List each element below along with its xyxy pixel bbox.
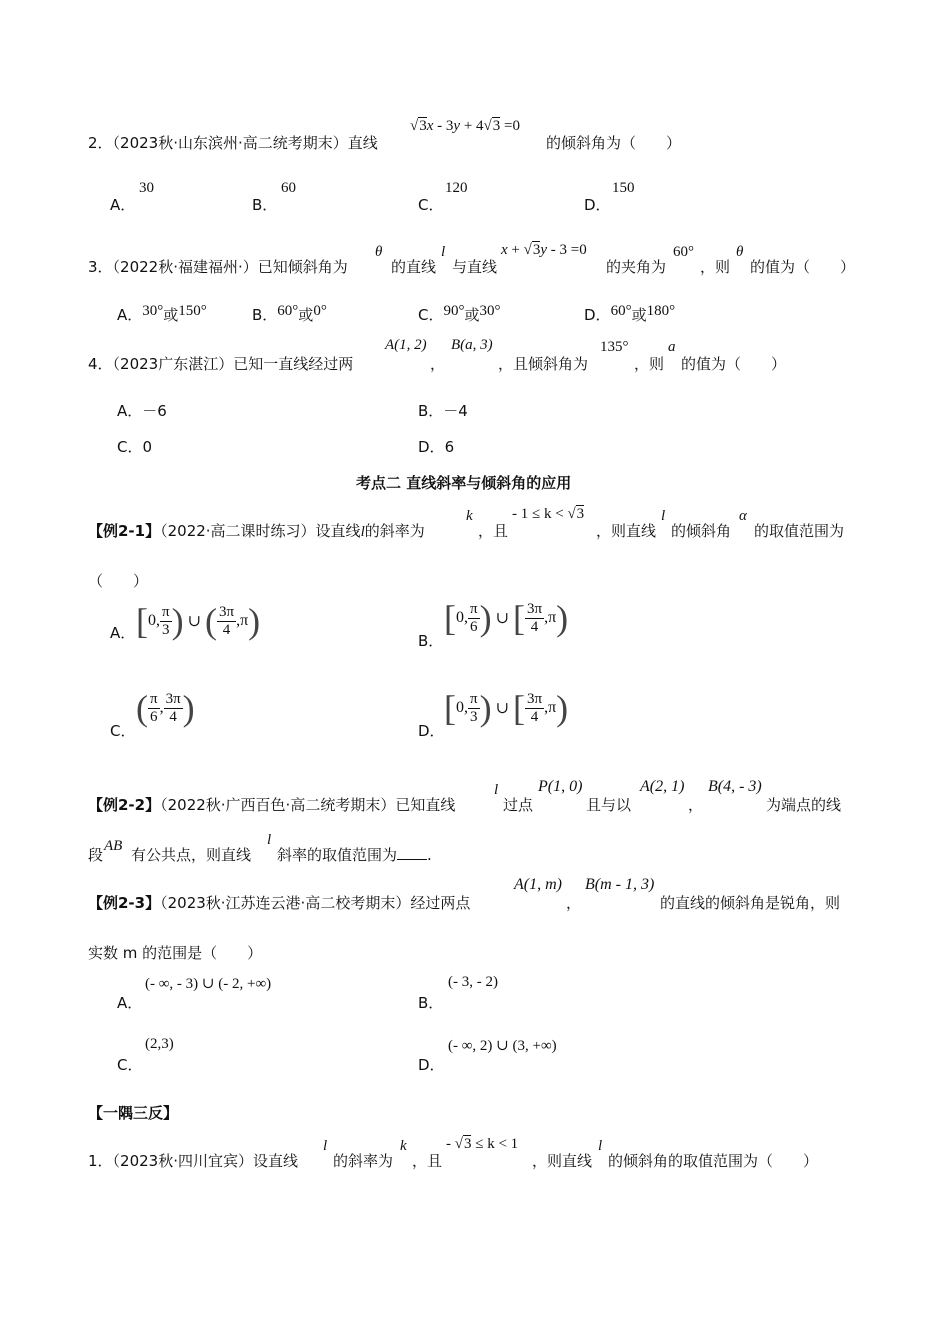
ex23-tail: 的直线的倾斜角是锐角，则	[660, 894, 841, 912]
ex23-option-a-value: (- ∞, - 3) ∪ (- 2, +∞)	[145, 976, 272, 992]
answer-blank[interactable]	[397, 845, 427, 860]
p1-mid3: ，则直线	[532, 1152, 593, 1170]
q2-source: （2023秋·山东滨州·高二统考期末）直线	[112, 134, 378, 152]
q3-mid1: 的直线	[391, 258, 437, 276]
q3-option-a[interactable]: A．30°或150°	[117, 303, 207, 324]
ex21-paren: （ ）	[88, 572, 149, 590]
ex23-option-c[interactable]: C．	[117, 1056, 143, 1074]
q4-option-d[interactable]: D．6	[418, 438, 455, 456]
q4-point-b: B(a, 3)	[451, 337, 493, 353]
q3-mid4: ，则	[700, 258, 731, 276]
q4-option-b[interactable]: B．－4	[418, 402, 468, 420]
ex21-cond: - 1 ≤ k < √3	[512, 506, 585, 522]
ex23-point-b: B(m - 1, 3)	[585, 876, 655, 893]
ex21-option-c[interactable]: C．	[110, 722, 136, 740]
ex23-option-d[interactable]: D．	[418, 1056, 445, 1074]
p1-cond: - √3 ≤ k < 1	[446, 1136, 519, 1152]
q4-tail: 的值为（ ）	[681, 355, 787, 373]
q4-option-a[interactable]: A．－6	[117, 402, 167, 420]
q3-mid2: 与直线	[452, 258, 498, 276]
q2-option-d-value: 150	[612, 180, 635, 196]
p1-l: l	[323, 1138, 328, 1154]
ex22-comma: ，	[688, 796, 704, 814]
ex22-line2c: 斜率的取值范围为 .	[277, 846, 432, 864]
ex22-line: 【例2-2】（2022秋·广西百色·高二统考期末）已知直线	[88, 796, 456, 814]
q2-number: 2．	[88, 134, 113, 152]
q3-angle: 60°	[673, 244, 694, 260]
practice-title: 【一隅三反】	[88, 1104, 179, 1122]
p1-l2: l	[598, 1138, 603, 1154]
p1-tail: 的倾斜角的取值范围为（ ）	[608, 1152, 819, 1170]
q3-line: 3．（2022秋·福建福州·）已知倾斜角为	[88, 258, 348, 276]
ex21-alpha: α	[739, 508, 747, 524]
q2-option-c-value: 120	[445, 180, 468, 196]
q3-option-b[interactable]: B．60°或0°	[252, 303, 327, 324]
ex23-option-b[interactable]: B．	[418, 994, 444, 1012]
ex21-option-b[interactable]: B．	[418, 632, 444, 650]
p1-mid2: ，且	[412, 1152, 443, 1170]
ex23-tag: 【例2-3】	[88, 894, 161, 912]
ex21-option-a-value: [0, $\frac{\pi}{3}$ ) ∪ ( $\frac{3\pi}{4}$ ,π)	[136, 601, 261, 641]
ex21-option-b-value: [0, $\frac{\pi}{6}$ ) ∪ [ $\frac{3\pi}{4}$ ,π)	[444, 598, 569, 638]
ex23-point-a: A(1, m)	[514, 876, 562, 893]
ex23-option-d-value: (- ∞, 2) ∪ (3, +∞)	[448, 1038, 557, 1054]
q2-option-b[interactable]: B．	[252, 196, 278, 214]
q2-option-a[interactable]: A．	[110, 196, 136, 214]
ex22-ab: AB	[104, 838, 123, 854]
ex21-line: 【例2-1】（2022·高二课时练习）设直线l的斜率为	[88, 522, 425, 540]
q2-option-b-value: 60	[281, 180, 296, 196]
q4-mid2: ，则	[634, 355, 665, 373]
q3-tail: 的值为（ ）	[750, 258, 856, 276]
ex22-line2b: 有公共点，则直线	[131, 846, 252, 864]
q2-equation: √3x - 3y + 4√3 =0	[410, 118, 520, 134]
q2-option-a-value: 30	[139, 180, 154, 196]
q4-a: a	[668, 339, 676, 355]
ex21-l2: l	[661, 508, 666, 524]
q3-mid3: 的夹角为	[606, 258, 667, 276]
ex21-tail: 的取值范围为	[754, 522, 845, 540]
ex22-tail: 为端点的线	[766, 796, 842, 814]
q4-option-c[interactable]: C．0	[117, 438, 153, 456]
q3-l: l	[441, 244, 446, 260]
p1-mid1: 的斜率为	[333, 1152, 394, 1170]
ex23-line2: 实数 m 的范围是（ ）	[88, 944, 263, 962]
ex22-mid2: 且与以	[586, 796, 632, 814]
q4-line: 4．（2023广东湛江）已知一直线经过两	[88, 355, 354, 373]
q2-tail: 的倾斜角为（ ）	[546, 134, 682, 152]
q3-theta2: θ	[736, 244, 744, 260]
q3-equation: x + √3y - 3 =0	[501, 242, 587, 258]
q4-comma: ，	[430, 355, 446, 373]
q4-mid: ，且倾斜角为	[498, 355, 589, 373]
p1-k: k	[400, 1138, 407, 1154]
ex21-option-a[interactable]: A．	[110, 624, 136, 642]
q2-option-c[interactable]: C．	[418, 196, 444, 214]
ex23-option-b-value: (- 3, - 2)	[448, 974, 498, 990]
q4-point-a: A(1, 2)	[385, 337, 427, 353]
ex21-option-c-value: ( $\frac{\pi}{6}$ , $\frac{3\pi}{4}$ )	[136, 688, 195, 728]
ex23-option-c-value: (2,3)	[145, 1036, 174, 1052]
q2-line	[88, 132, 378, 153]
q3-option-d[interactable]: D．60°或180°	[584, 303, 676, 324]
ex23-option-a[interactable]: A．	[117, 994, 143, 1012]
q2-option-d[interactable]: D．	[584, 196, 611, 214]
p1-line: 1．（2023秋·四川宜宾）设直线	[88, 1152, 298, 1170]
ex23-line: 【例2-3】（2023秋·江苏连云港·高二校考期末）经过两点	[88, 894, 471, 912]
ex23-comma: ，	[566, 894, 582, 912]
q4-angle: 135°	[600, 339, 629, 355]
ex21-option-d-value: [0, $\frac{\pi}{3}$ ) ∪ [ $\frac{3\pi}{4}$ ,π)	[444, 688, 569, 728]
ex22-line2: 段	[88, 846, 104, 864]
ex21-tag: 【例2-1】	[88, 522, 161, 540]
q3-theta: θ	[375, 244, 383, 260]
ex22-mid1: 过点	[503, 796, 534, 814]
ex22-point-p: P(1, 0)	[538, 778, 583, 795]
ex21-mid4: 的倾斜角	[671, 522, 732, 540]
ex22-l: l	[494, 782, 499, 798]
ex21-mid3: ，则直线	[596, 522, 657, 540]
ex21-mid2: ，且	[478, 522, 509, 540]
ex21-option-d[interactable]: D．	[418, 722, 445, 740]
ex22-point-a: A(2, 1)	[640, 778, 685, 795]
section-title: 考点二 直线斜率与倾斜角的应用	[356, 474, 572, 492]
ex22-l2: l	[267, 832, 272, 848]
q3-option-c[interactable]: C．90°或30°	[418, 303, 501, 324]
ex22-point-b: B(4, - 3)	[708, 778, 762, 795]
ex22-tag: 【例2-2】	[88, 796, 161, 814]
ex21-k: k	[466, 508, 473, 524]
